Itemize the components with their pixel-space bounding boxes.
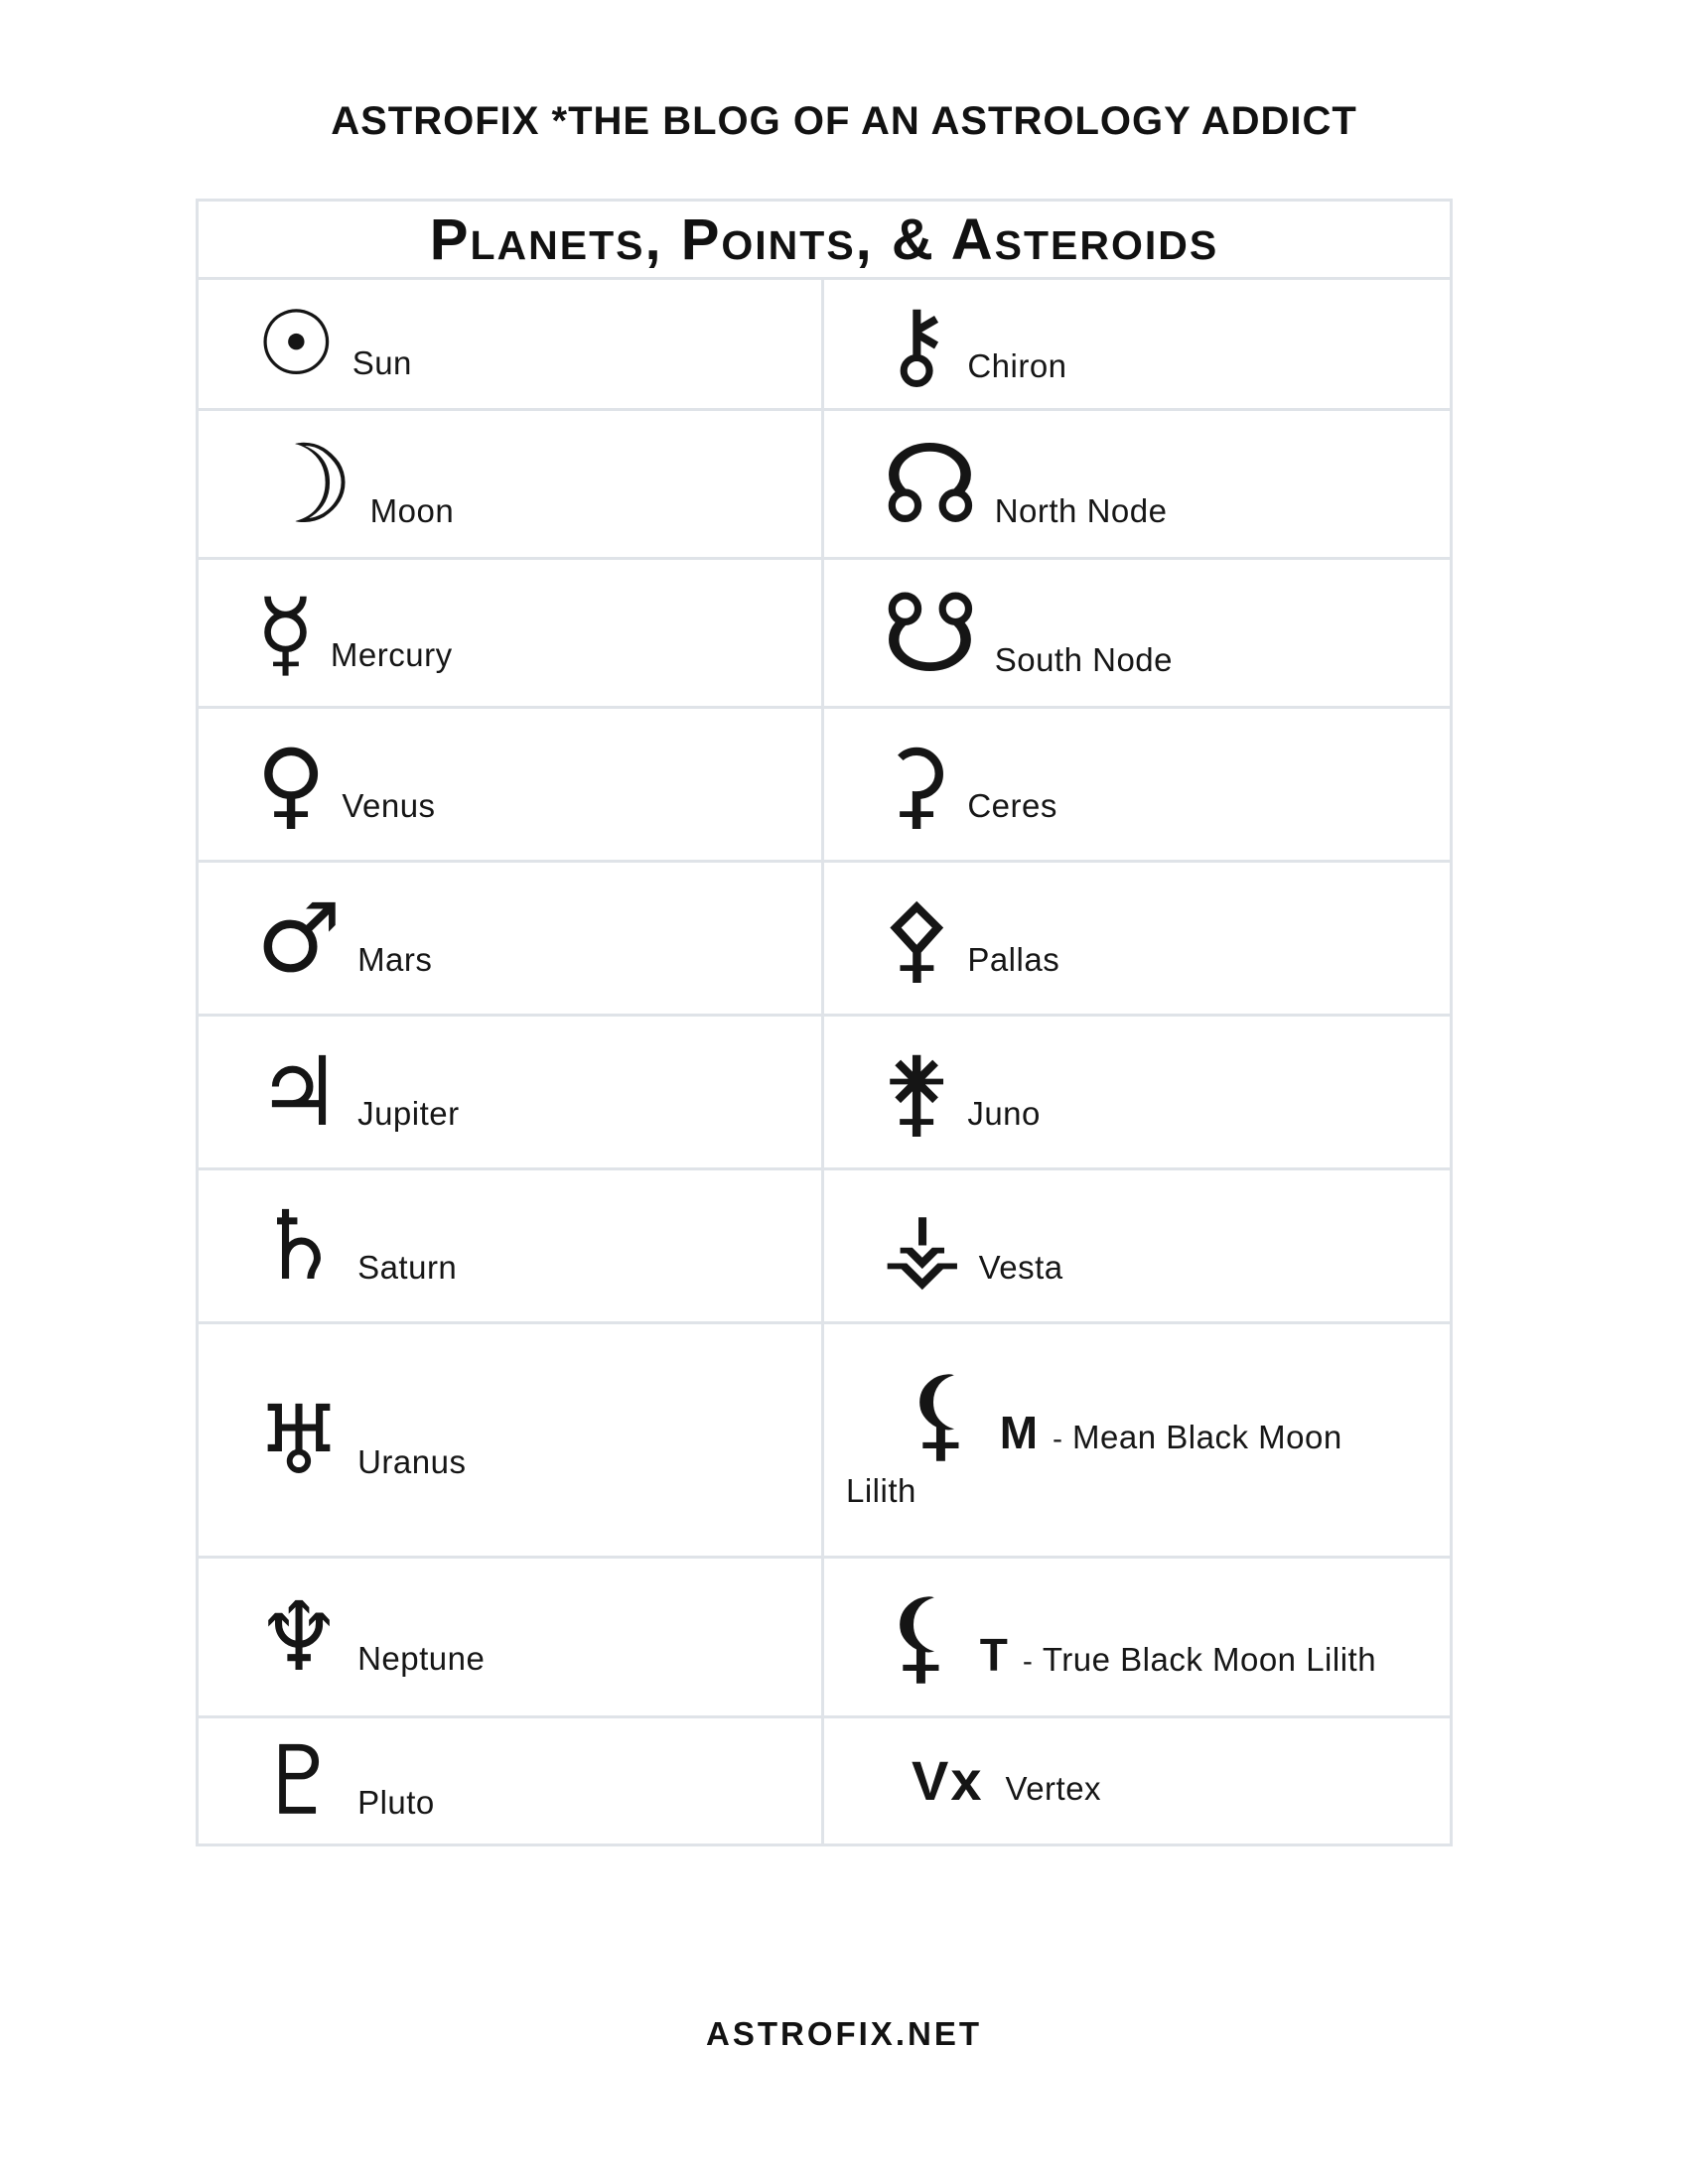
- chiron-label: Chiron: [967, 346, 1067, 384]
- south-node-icon: ☋: [882, 569, 979, 697]
- north-node-icon: ☊: [882, 420, 979, 548]
- vesta-icon: ⚶: [882, 1190, 963, 1301]
- sun-label: Sun: [352, 343, 412, 381]
- pluto-icon: ♇: [256, 1725, 343, 1837]
- black-moon-lilith-icon: ⚸: [904, 1354, 978, 1473]
- jupiter-icon: ♃: [256, 1036, 343, 1148]
- vesta-label: Vesta: [978, 1249, 1063, 1286]
- true-lilith-separator: -: [1022, 1645, 1033, 1678]
- moon-label: Moon: [369, 491, 455, 529]
- mean-lilith-label-line1: Mean Black Moon: [1072, 1418, 1342, 1455]
- mercury-label: Mercury: [330, 635, 453, 673]
- cell-mean-black-moon-lilith: [824, 1321, 1450, 1556]
- page-footer: ASTROFIX.NET: [705, 2015, 982, 2052]
- cell-vesta: [824, 1167, 1450, 1321]
- ceres-icon: ⚳: [882, 729, 952, 840]
- saturn-icon: ♄: [256, 1190, 343, 1301]
- cell-north-node: [824, 408, 1450, 557]
- cell-pluto: [199, 1715, 824, 1843]
- true-lilith-letter: T: [979, 1629, 1009, 1681]
- ceres-label: Ceres: [967, 787, 1057, 824]
- mars-label: Mars: [357, 941, 433, 978]
- saturn-label: Saturn: [357, 1249, 458, 1286]
- sun-icon: ☉: [256, 291, 337, 396]
- mean-lilith-letter: M: [999, 1406, 1040, 1458]
- mean-lilith-label-line2: Lilith: [846, 1471, 916, 1509]
- planets-points-asteroids-table: [196, 199, 1453, 1846]
- uranus-label: Uranus: [357, 1442, 467, 1480]
- mars-icon: ♂: [256, 883, 343, 994]
- juno-label: Juno: [967, 1095, 1041, 1132]
- table-title: Planets, Points, & Asteroids: [429, 206, 1219, 272]
- cell-venus: [199, 706, 824, 860]
- cell-saturn: [199, 1167, 824, 1321]
- cell-ceres: [824, 706, 1450, 860]
- uranus-icon: ♅: [256, 1384, 343, 1496]
- pallas-label: Pallas: [967, 941, 1060, 978]
- pluto-label: Pluto: [357, 1784, 435, 1821]
- moon-icon: ☽: [256, 420, 354, 548]
- cell-jupiter: [199, 1014, 824, 1167]
- vertex-icon: Vx: [912, 1748, 984, 1812]
- cell-chiron: [824, 277, 1450, 408]
- cell-sun: [199, 277, 824, 408]
- jupiter-label: Jupiter: [357, 1095, 460, 1132]
- south-node-label: South Node: [994, 640, 1174, 678]
- mercury-icon: ☿: [256, 577, 315, 689]
- cell-uranus: [199, 1321, 824, 1556]
- north-node-label: North Node: [994, 491, 1168, 529]
- cell-mercury: [199, 557, 824, 706]
- chiron-icon: ⚷: [882, 288, 952, 400]
- cell-pallas: [824, 860, 1450, 1014]
- vertex-label: Vertex: [1005, 1769, 1102, 1807]
- venus-icon: ♀: [256, 729, 327, 840]
- cell-true-black-moon-lilith: [824, 1556, 1450, 1715]
- cell-neptune: [199, 1556, 824, 1715]
- juno-icon: ⚵: [882, 1036, 952, 1148]
- cell-mars: [199, 860, 824, 1014]
- cell-south-node: [824, 557, 1450, 706]
- neptune-icon: ♆: [256, 1581, 343, 1693]
- pallas-icon: ⚴: [882, 883, 952, 994]
- true-lilith-label: True Black Moon Lilith: [1042, 1641, 1377, 1678]
- venus-label: Venus: [342, 787, 436, 824]
- cell-juno: [824, 1014, 1450, 1167]
- black-moon-lilith-icon: ⚸: [884, 1577, 958, 1696]
- cell-moon: [199, 408, 824, 557]
- mean-lilith-separator: -: [1053, 1422, 1063, 1455]
- cell-vertex: [824, 1715, 1450, 1843]
- page-header: ASTROFIX *THE BLOG OF AN ASTROLOGY ADDICT: [331, 99, 1357, 143]
- neptune-label: Neptune: [357, 1640, 486, 1677]
